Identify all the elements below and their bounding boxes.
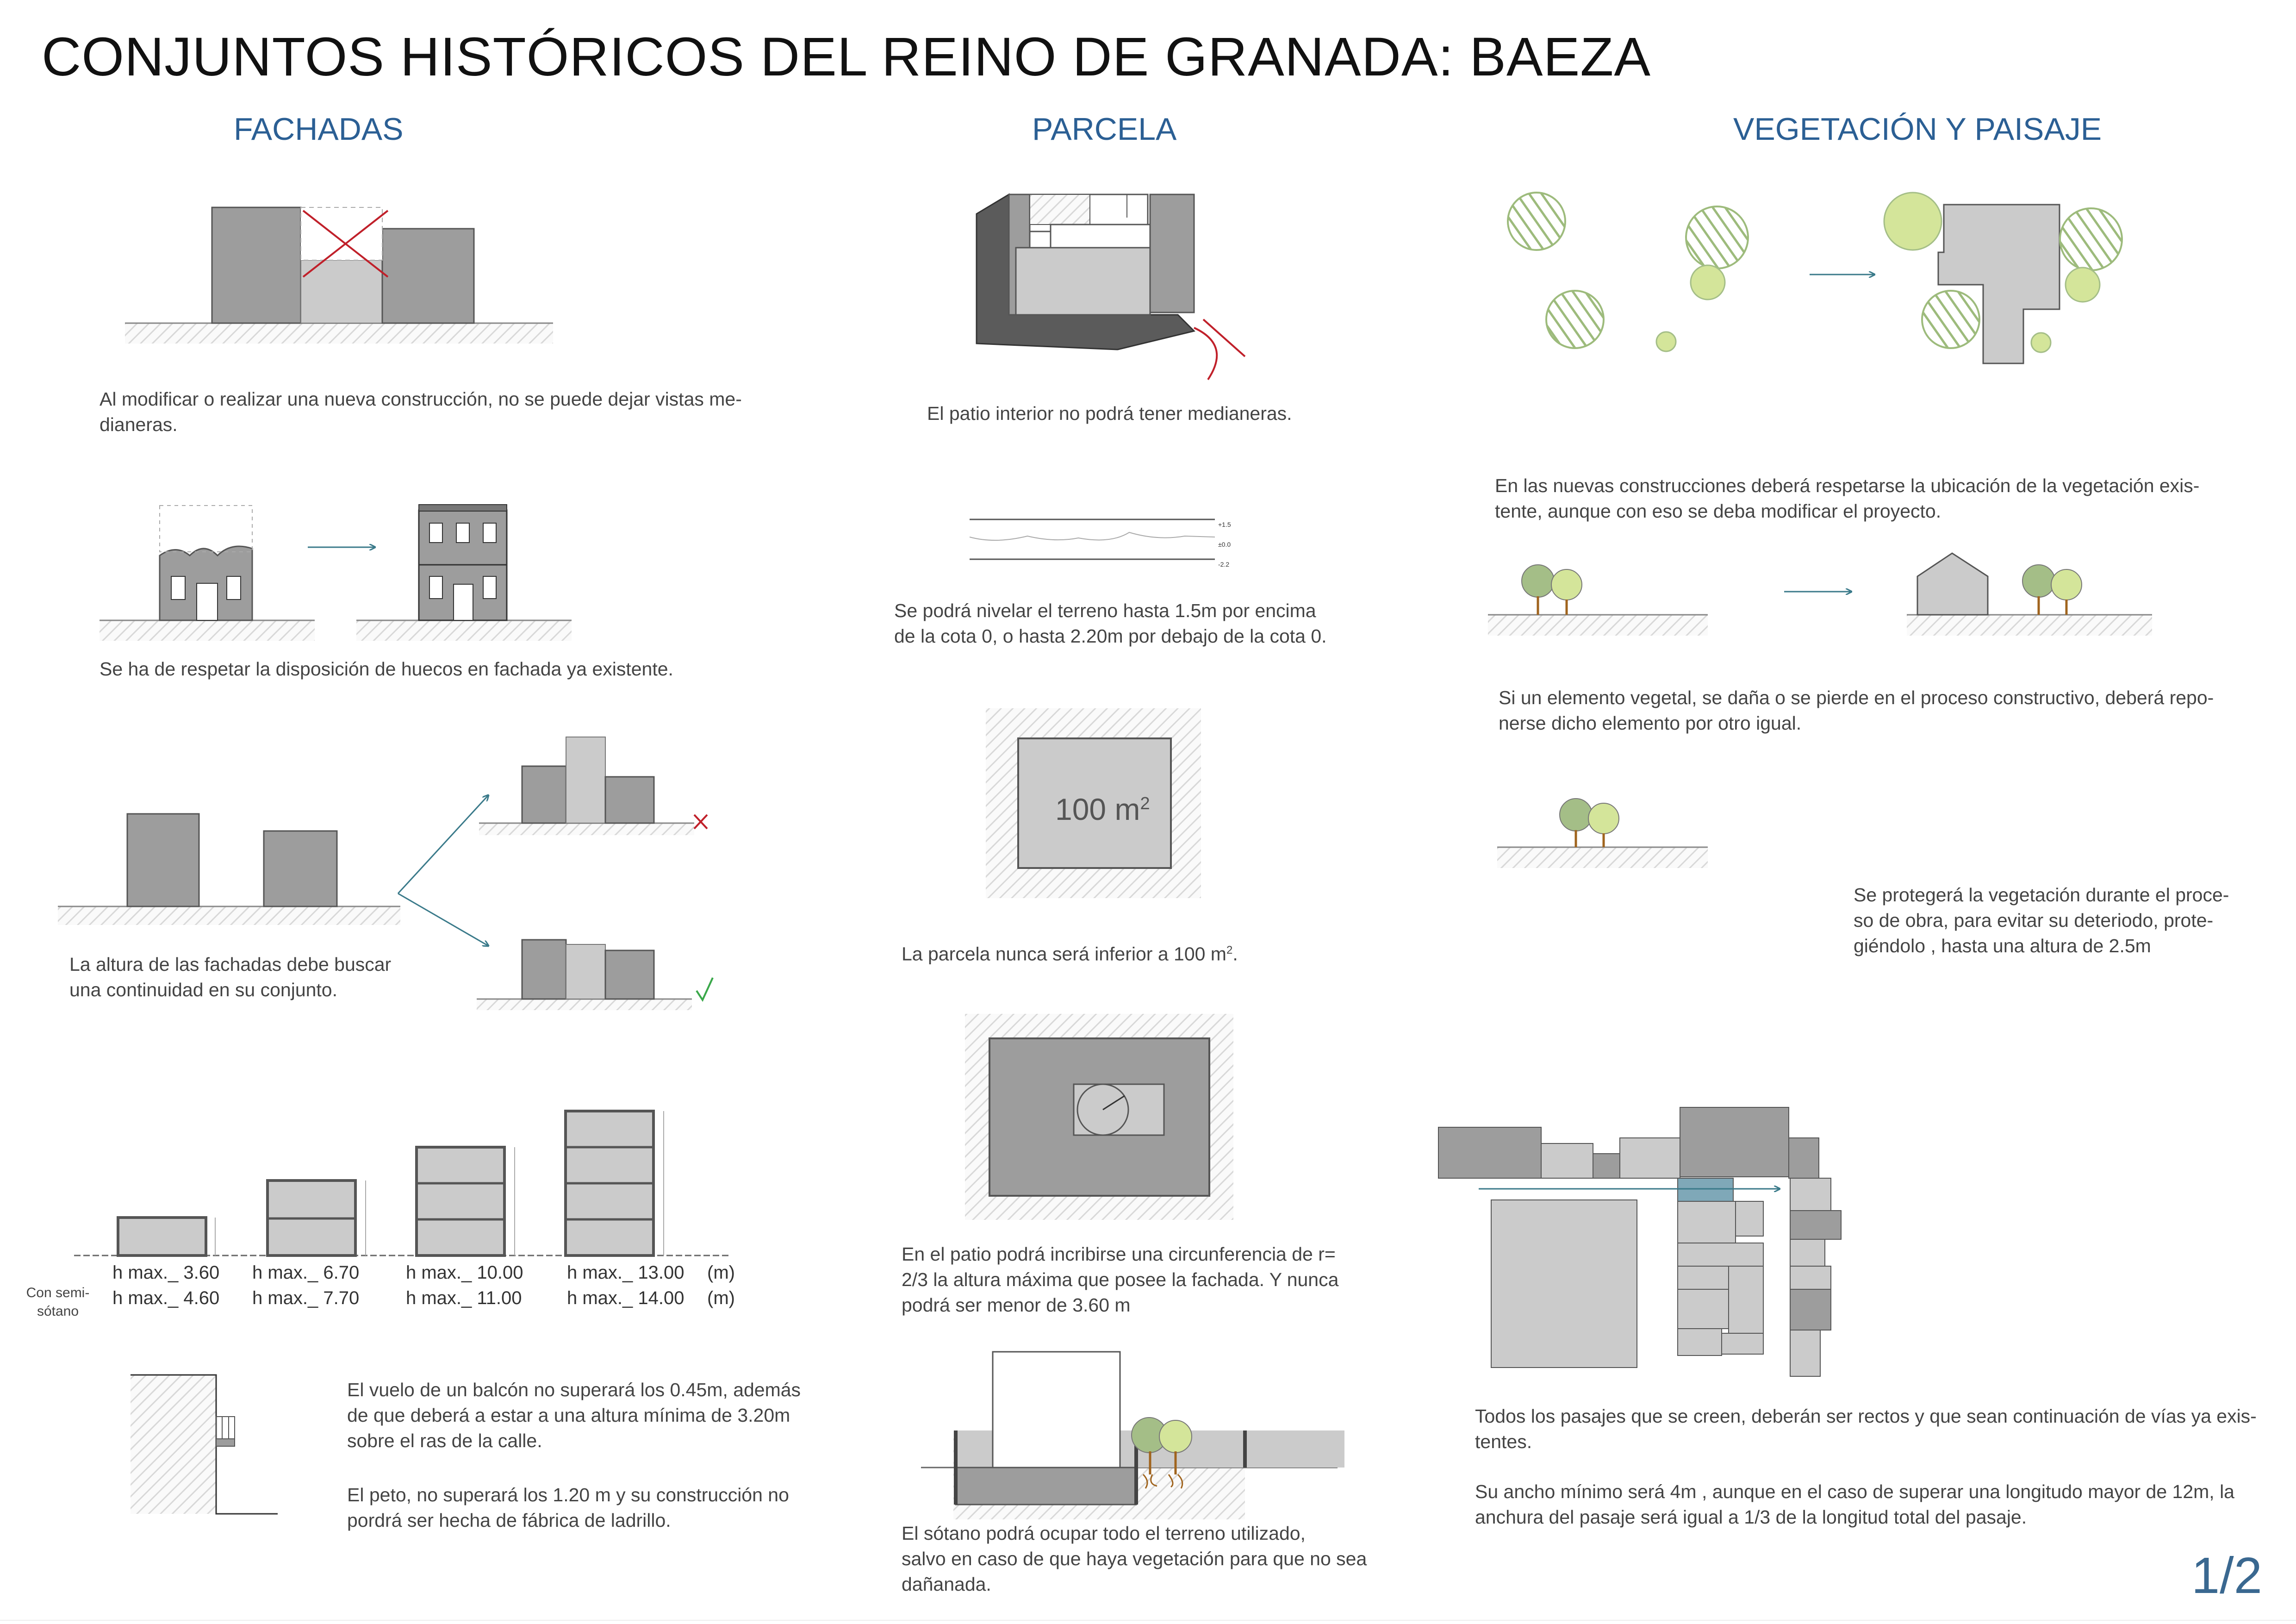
- vegetacion-planta-diagram: [1508, 193, 2122, 363]
- height-label-semisotano-2: h max._ 7.70: [252, 1288, 360, 1308]
- fachadas-text-huecos: Se ha de respetar la disposición de huecos en fachada ya existente.: [100, 658, 673, 680]
- height-label-2: h max._ 6.70: [252, 1262, 360, 1283]
- parcela-text-patio: El patio interior no podrá tener medianeras.: [927, 403, 1292, 424]
- height-label-semisotano-3: h max._ 11.00: [406, 1288, 522, 1308]
- section-heading-vegetacion: VEGETACIÓN Y PAISAJE: [1733, 112, 2102, 147]
- vegetacion-text-pasajes: Todos los pasajes que se creen, deberán ser rectos y que sean continuación de vías ya exis- tentes.: [1475, 1405, 2257, 1452]
- niveles-labels: +1.5 ±0.0 -2.2: [1218, 521, 1231, 568]
- page-number: 1/2: [2191, 1547, 2262, 1604]
- section-heading-fachadas: FACHADAS: [234, 112, 404, 147]
- fachadas-text-continuidad: La altura de las fachadas debe buscar una continuidad en su conjunto.: [69, 954, 392, 1000]
- vegetacion-text-ancho: Su ancho mínimo será 4m , aunque en el caso de superar una longitudo mayor de 12m, la anchura del pasaje será igual a 1/3 de la longitud total del pasaje.: [1475, 1481, 2234, 1528]
- semisotano-label: Con semi- sótano: [26, 1285, 90, 1319]
- medianera-diagram: [125, 207, 553, 344]
- vegetacion-proteccion-diagram: [1497, 799, 1708, 868]
- section-heading-parcela: PARCELA: [1032, 112, 1177, 147]
- page-title: CONJUNTOS HISTÓRICOS DEL REINO DE GRANADA: BAEZA: [42, 26, 1651, 87]
- vegetacion-text-reposicion: Si un elemento vegetal, se daña o se pierde en el proceso constructivo, deberá repo- nerse dicho elemento por otro igual.: [1499, 687, 2214, 734]
- fachadas-text-medianeras: Al modificar o realizar una nueva construcción, no se puede dejar vistas me- dianeras.: [100, 388, 742, 435]
- alturas-diagram: [74, 1111, 729, 1255]
- height-label-semisotano-1: h max._ 4.60: [112, 1288, 220, 1308]
- parcela-text-circunferencia: En el patio podrá incribirse una circunferencia de r= 2/3 la altura máxima que posee la fachada. Y nunca podrá ser menor de 3.60 m: [902, 1243, 1339, 1316]
- parcela-text-nivel: Se podrá nivelar el terreno hasta 1.5m por encima de la cota 0, o hasta 2.20m por debajo de la cota 0.: [894, 600, 1327, 647]
- parcela-text-sotano: El sótano podrá ocupar todo el terreno utilizado, salvo en caso de que haya vegetación para que no sea dañanada.: [902, 1523, 1367, 1595]
- pasajes-planta-diagram: [1438, 1107, 1841, 1376]
- height-label-1: h max._ 3.60: [112, 1262, 220, 1283]
- patio-circulo-diagram: [965, 1014, 1233, 1220]
- vegetacion-text-ubicacion: En las nuevas construcciones deberá respetarse la ubicación de la vegetación exis- tente, aunque con eso se deba modificar el proyecto.: [1495, 475, 2200, 522]
- vegetacion-text-proteccion: Se protegerá la vegetación durante el proce- so de obra, para evitar su deteriodo, prote- giéndolo , hasta una altura de 2.5m: [1854, 884, 2229, 956]
- fachadas-text-peto: El peto, no superará los 1.20 m y su construcción no pordrá ser hecha de fábrica de ladrillo.: [347, 1484, 789, 1531]
- huecos-diagram: [100, 505, 572, 641]
- height-unit-2: (m): [707, 1288, 735, 1308]
- niveles-diagram: [970, 519, 1215, 559]
- sotano-diagram: [921, 1352, 1344, 1519]
- balcon-diagram: [131, 1375, 278, 1514]
- height-unit-1: (m): [707, 1262, 735, 1283]
- parcela-text-minima: La parcela nunca será inferior a 100 $m^2$.: [902, 943, 1238, 965]
- height-label-3: h max._ 10.00: [406, 1262, 523, 1283]
- height-label-4: h max._ 13.00: [567, 1262, 684, 1283]
- patio-3d-diagram: [977, 194, 1245, 380]
- height-label-semisotano-4: h max._ 14.00: [567, 1288, 684, 1308]
- area-label: 100 $m^2$: [1055, 792, 1150, 826]
- fachadas-text-balcon: El vuelo de un balcón no superará los 0.45m, además de que deberá a estar a una altura mínima de 3.20m sobre el ras de la calle.: [347, 1379, 801, 1451]
- vegetacion-reposicion-diagram: [1488, 553, 2152, 636]
